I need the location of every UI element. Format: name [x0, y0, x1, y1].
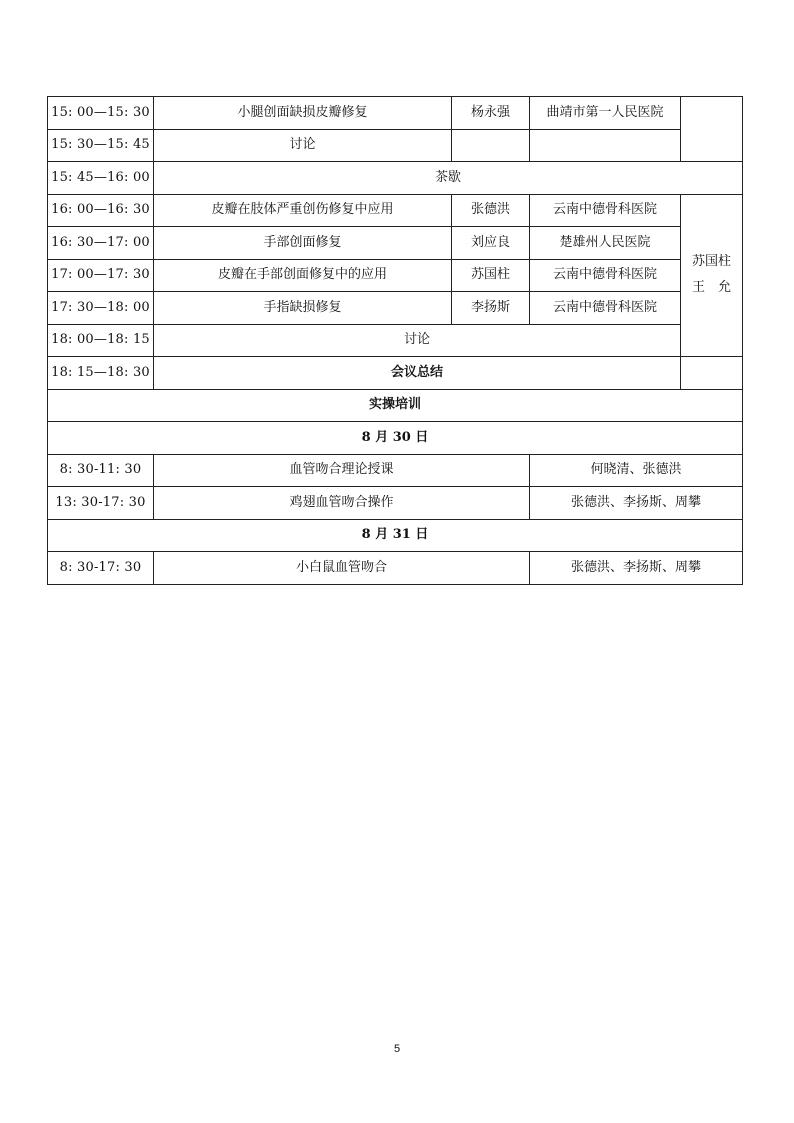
- speaker-cell: 苏国柱: [452, 259, 530, 292]
- topic-cell: 皮瓣在手部创面修复中的应用: [154, 259, 452, 292]
- chair-cell: [681, 194, 743, 357]
- time-cell: 15: 30—15: 45: [48, 129, 154, 162]
- time-cell: 18: 00—18: 15: [48, 324, 154, 357]
- time-cell: 17: 00—17: 30: [48, 259, 154, 292]
- staff-cell: 张德洪、李扬斯、周攀: [530, 552, 743, 585]
- summary-cell: 会议总结: [154, 357, 681, 390]
- time-cell: 13: 30-17: 30: [48, 487, 154, 520]
- time-cell: 16: 00—16: 30: [48, 194, 154, 227]
- table-row: [48, 292, 743, 325]
- date-heading-day2: 8 月 31 日: [48, 519, 743, 552]
- topic-cell: 小白鼠血管吻合: [154, 552, 530, 585]
- topic-cell: 皮瓣在肢体严重创伤修复中应用: [154, 194, 452, 227]
- discussion-cell: 讨论: [154, 324, 681, 357]
- speaker-cell: 张德洪: [452, 194, 530, 227]
- speaker-cell: 杨永强: [452, 97, 530, 130]
- date-row: [48, 422, 743, 455]
- time-cell: 15: 00—15: 30: [48, 97, 154, 130]
- time-cell: 17: 30—18: 00: [48, 292, 154, 325]
- topic-cell: 血管吻合理论授课: [154, 454, 530, 487]
- time-cell: 18: 15—18: 30: [48, 357, 154, 390]
- table-row: [48, 324, 743, 357]
- org-cell: 曲靖市第一人民医院: [530, 97, 681, 130]
- table-row: [48, 129, 743, 162]
- staff-cell: 何晓清、张德洪: [530, 454, 743, 487]
- table-row: [48, 227, 743, 260]
- table-row: [48, 194, 743, 227]
- table-row: [48, 357, 743, 390]
- org-cell: 云南中德骨科医院: [530, 259, 681, 292]
- org-cell: 云南中德骨科医院: [530, 292, 681, 325]
- time-cell: 8: 30-17: 30: [48, 552, 154, 585]
- topic-cell: 讨论: [154, 129, 452, 162]
- speaker-cell: [452, 129, 530, 162]
- schedule-table: [47, 96, 743, 585]
- table-row: [48, 552, 743, 585]
- org-cell: [530, 129, 681, 162]
- training-heading: 实操培训: [48, 389, 743, 422]
- table-row: [48, 259, 743, 292]
- staff-cell: 张德洪、李扬斯、周攀: [530, 487, 743, 520]
- date-row: [48, 519, 743, 552]
- table-row: [48, 487, 743, 520]
- topic-cell: 鸡翅血管吻合操作: [154, 487, 530, 520]
- speaker-cell: 刘应良: [452, 227, 530, 260]
- page-number: 5: [393, 1043, 401, 1055]
- table-row: [48, 454, 743, 487]
- table-row: [48, 97, 743, 130]
- chair-cell-empty: [681, 97, 743, 162]
- time-cell: 16: 30—17: 00: [48, 227, 154, 260]
- org-cell: 楚雄州人民医院: [530, 227, 681, 260]
- time-cell: 15: 45—16: 00: [48, 162, 154, 195]
- section-heading-row: [48, 389, 743, 422]
- speaker-cell: 李扬斯: [452, 292, 530, 325]
- date-heading-day1: 8 月 30 日: [48, 422, 743, 455]
- chair-name-1: 苏国柱: [691, 254, 731, 270]
- time-cell: 8: 30-11: 30: [48, 454, 154, 487]
- topic-cell: 手指缺损修复: [154, 292, 452, 325]
- chair-cell-empty: [681, 357, 743, 390]
- break-cell: 茶歇: [154, 162, 743, 195]
- topic-cell: 手部创面修复: [154, 227, 452, 260]
- org-cell: 云南中德骨科医院: [530, 194, 681, 227]
- topic-cell: 小腿创面缺损皮瓣修复: [154, 97, 452, 130]
- table-row: [48, 162, 743, 195]
- chair-name-2: 王 允: [691, 280, 731, 296]
